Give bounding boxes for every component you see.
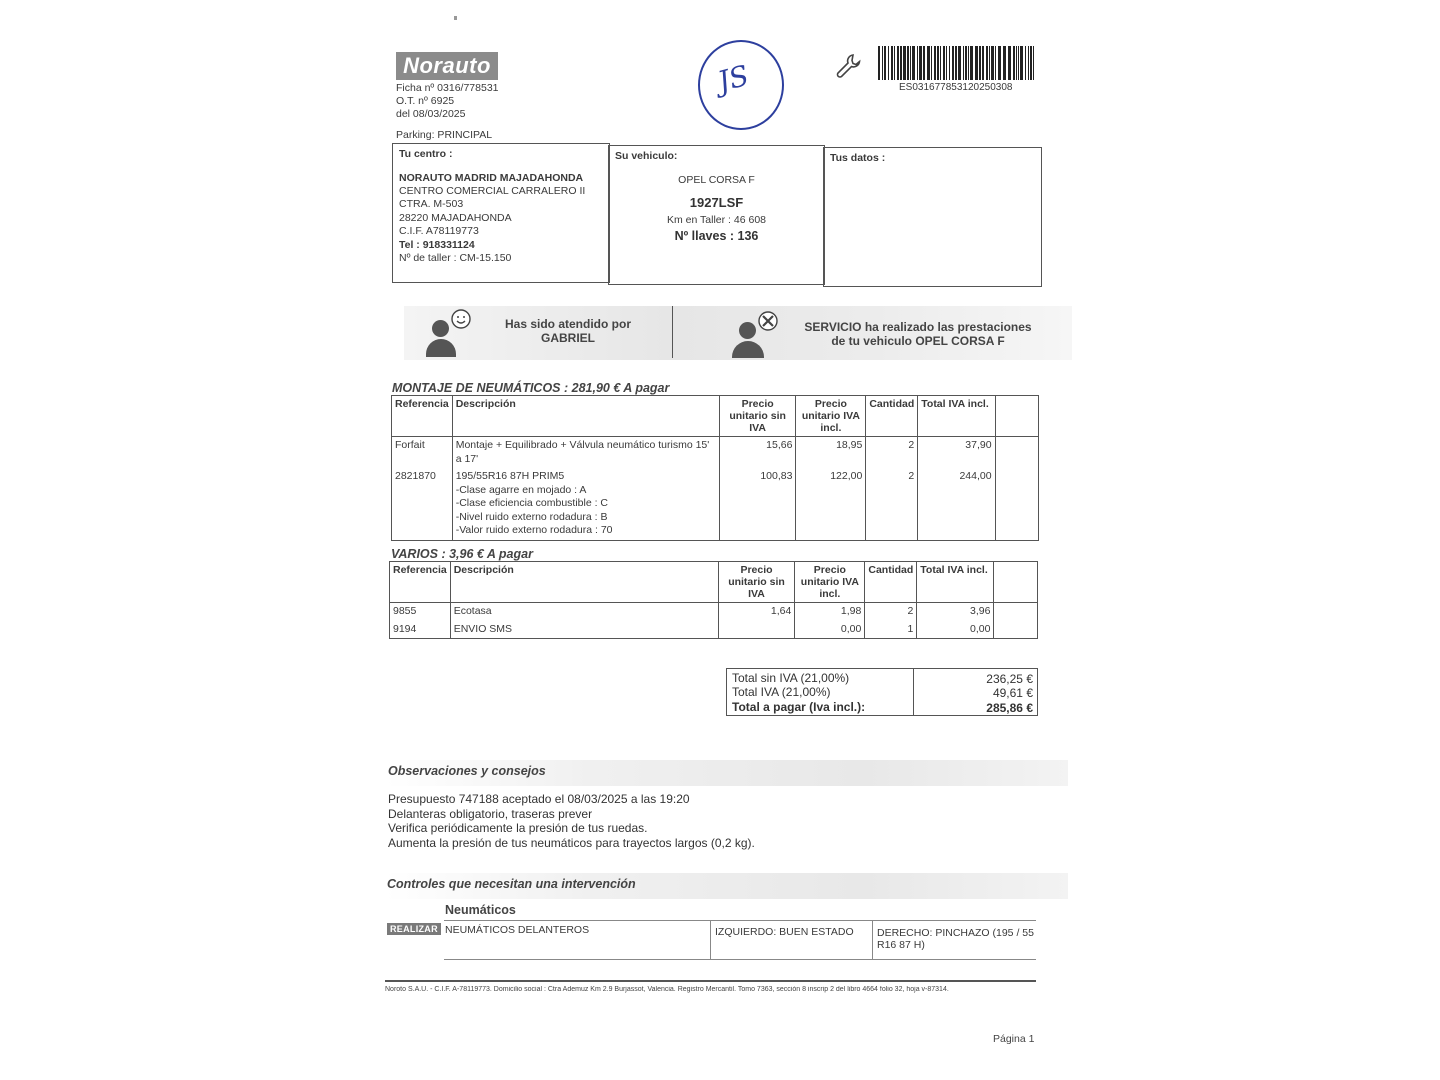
barcode-bar <box>919 46 922 80</box>
advisor-line1: Has sido atendido por <box>504 317 631 331</box>
service-line2: de tu vehiculo OPEL CORSA F <box>831 334 1005 348</box>
col-total: Total IVA incl. <box>918 396 995 437</box>
document-date: del 08/03/2025 <box>396 108 466 120</box>
ot-number: O.T. nº 6925 <box>396 95 455 107</box>
barcode-bar <box>975 46 978 80</box>
barcode <box>878 46 1038 80</box>
totals-box <box>726 668 1038 716</box>
barcode-bar <box>1013 46 1015 80</box>
service-line1: SERVICIO ha realizado las prestaciones <box>804 320 1032 334</box>
cell-empty <box>994 603 1038 621</box>
cell-total: 3,96 <box>917 603 994 621</box>
cell-total: 37,90 <box>918 437 995 469</box>
controles-subtitle: Neumáticos <box>445 903 516 917</box>
tools-icon <box>757 310 779 332</box>
barcode-bar <box>937 46 939 80</box>
description-line: -Valor ruido externo rodadura : 70 <box>455 524 613 536</box>
montaje-header-row <box>392 396 1039 437</box>
barcode-bar <box>965 46 967 80</box>
footer-rule <box>385 980 1036 982</box>
barcode-bar <box>927 46 930 80</box>
barcode-bar <box>949 46 950 80</box>
barcode-bar <box>1016 46 1017 80</box>
col-precio-con-iva: Precio unitario IVA incl. <box>796 396 866 437</box>
barcode-bar <box>1025 46 1026 80</box>
barcode-bar <box>1033 46 1034 80</box>
barcode-bar <box>910 46 911 80</box>
banner-divider <box>672 306 673 358</box>
controles-item: NEUMÁTICOS DELANTEROS <box>445 924 590 936</box>
barcode-bar <box>968 46 969 80</box>
controles-bottom-rule <box>444 959 1036 960</box>
footer-legal: Noroto S.A.U. - C.I.F. A-78119773. Domicilio social : Ctra Ademuz Km 2.9 Burjassot, Valencia. Registro Mercantil. Tomo 7363, sección 8 inscrip 2 del libro 4664 folio 32, hoja v-87314. <box>385 986 949 993</box>
barcode-bar <box>946 46 947 80</box>
barcode-bar <box>1030 46 1032 80</box>
cell-cantidad: 1 <box>865 621 917 639</box>
centro-address-line3: 28220 MAJADAHONDA <box>399 212 512 224</box>
description-line: ENVIO SMS <box>453 622 513 635</box>
cell-referencia: 9855 <box>390 603 451 621</box>
description-line: Ecotasa <box>453 605 492 617</box>
page-number: Página 1 <box>993 1033 1035 1045</box>
description-line: -Nivel ruido externo rodadura : B <box>455 510 608 523</box>
centro-name: NORAUTO MADRID MAJADAHONDA <box>399 172 584 184</box>
handwritten-circle-mark <box>698 40 784 130</box>
barcode-bar <box>912 46 915 80</box>
controles-top-rule <box>444 920 1036 921</box>
barcode-bar <box>958 46 961 80</box>
cell-referencia: 9194 <box>390 621 451 639</box>
barcode-bar <box>884 46 886 80</box>
total-sin-iva-value: 236,25 € <box>986 672 1033 686</box>
barcode-bar <box>991 46 994 80</box>
cell-cantidad: 2 <box>866 468 918 540</box>
barcode-bar <box>963 46 964 80</box>
vehiculo-km: Km en Taller : 46 608 <box>666 214 767 226</box>
barcode-bar <box>903 46 906 80</box>
col-total: Total IVA incl. <box>917 562 994 603</box>
mechanic-person-icon <box>730 310 782 358</box>
barcode-bar <box>897 46 899 80</box>
datos-title: Tus datos : <box>830 152 886 164</box>
barcode-bar <box>894 46 895 80</box>
service-text <box>800 320 1036 348</box>
total-pagar-label: Total a pagar (Iva incl.): <box>732 700 866 714</box>
cell-precio-sin-iva: 15,66 <box>719 437 796 469</box>
smiley-icon <box>450 308 472 330</box>
controles-right-state-line2: R16 87 H) <box>877 939 925 951</box>
cell-referencia: Forfait <box>392 437 453 469</box>
vehiculo-keys: Nº llaves : 136 <box>674 229 759 243</box>
barcode-bar <box>934 46 936 80</box>
col-precio-sin-iva: Precio unitario sin IVA <box>718 562 795 603</box>
barcode-bar <box>1018 46 1019 80</box>
description-line: Montaje + Equilibrado + Válvula neumático turismo 15' a 17' <box>455 439 710 465</box>
barcode-bar <box>900 46 902 80</box>
barcode-bar <box>917 46 918 80</box>
table-row <box>392 437 1039 469</box>
col-precio-con-iva: Precio unitario IVA incl. <box>795 562 865 603</box>
barcode-number: ES03167785312025030​8 <box>899 82 1013 93</box>
cell-descripcion <box>452 437 719 469</box>
total-pagar-value: 285,86 € <box>986 701 1033 715</box>
controles-left-state: IZQUIERDO: BUEN ESTADO <box>715 926 854 938</box>
barcode-bar <box>888 46 889 80</box>
montaje-title: MONTAJE DE NEUMÁTICOS : 281,90 € A pagar <box>392 381 670 395</box>
varios-title: VARIOS : 3,96 € A pagar <box>391 547 533 561</box>
observaciones-text <box>388 792 755 850</box>
barcode-bar <box>878 46 880 80</box>
barcode-bar <box>1003 46 1006 80</box>
barcode-bar <box>952 46 954 80</box>
cell-precio-sin-iva <box>718 621 795 639</box>
barcode-bars <box>878 46 1038 80</box>
description-line: -Clase agarre en mojado : A <box>455 483 587 496</box>
vehiculo-model: OPEL CORSA F <box>678 174 755 186</box>
wrench-icon <box>834 52 862 80</box>
montaje-table <box>391 395 1039 541</box>
table-row <box>390 621 1038 639</box>
cell-descripcion <box>450 621 718 639</box>
barcode-bar <box>986 46 988 80</box>
col-cantidad: Cantidad <box>866 396 918 437</box>
centro-taller-number: Nº de taller : CM-15.150 <box>399 252 512 264</box>
cell-total: 0,00 <box>917 621 994 639</box>
total-iva-value: 49,61 € <box>992 686 1033 700</box>
col-descripcion: Descripción <box>452 396 719 437</box>
col-empty <box>994 562 1038 603</box>
col-referencia: Referencia <box>390 562 451 603</box>
barcode-bar <box>891 46 893 80</box>
vehiculo-title: Su vehiculo: <box>615 150 678 162</box>
cell-precio-con-iva: 122,00 <box>796 468 866 540</box>
cell-empty <box>994 621 1038 639</box>
realizar-badge: REALIZAR <box>387 923 441 935</box>
cell-descripcion <box>450 603 718 621</box>
total-sin-iva-label: Total sin IVA (21,00%) <box>732 671 850 685</box>
table-row <box>392 468 1039 540</box>
centro-title: Tu centro : <box>399 148 453 160</box>
scan-speck <box>454 16 457 20</box>
description-line: -Clase eficiencia combustible : C <box>455 497 609 509</box>
observacion-line: Verifica periódicamente la presión de tus ruedas. <box>388 821 648 835</box>
cell-precio-con-iva: 1,98 <box>795 603 865 621</box>
parking-label: Parking: PRINCIPAL <box>396 129 493 141</box>
barcode-bar <box>979 46 981 80</box>
vehiculo-plate: 1927LSF <box>689 195 744 210</box>
barcode-bar <box>923 46 925 80</box>
centro-box <box>392 143 610 283</box>
barcode-bar <box>998 46 1001 80</box>
controles-title: Controles que necesitan una intervención <box>387 877 636 891</box>
cell-referencia: 2821870 <box>392 468 453 540</box>
col-cantidad: Cantidad <box>865 562 917 603</box>
barcode-bar <box>1028 46 1029 80</box>
cell-precio-con-iva: 0,00 <box>795 621 865 639</box>
barcode-bar <box>1020 46 1023 80</box>
centro-phone: Tel : 918331124 <box>399 239 475 251</box>
cell-precio-sin-iva: 1,64 <box>718 603 795 621</box>
col-referencia: Referencia <box>392 396 453 437</box>
barcode-bar <box>982 46 984 80</box>
barcode-bar <box>989 46 990 80</box>
varios-table <box>389 561 1038 639</box>
datos-box <box>823 147 1042 287</box>
observaciones-title: Observaciones y consejos <box>388 764 546 778</box>
centro-address-line2: CTRA. M-503 <box>399 198 464 210</box>
description-line: 195/55R16 87H PRIM5 <box>455 470 565 482</box>
controles-right-state-line1: DERECHO: PINCHAZO (195 / 55 <box>877 927 1034 939</box>
barcode-bar <box>907 46 909 80</box>
barcode-bar <box>1008 46 1011 80</box>
barcode-bar <box>943 46 945 80</box>
cell-total: 244,00 <box>918 468 995 540</box>
barcode-bar <box>955 46 957 80</box>
advisor-person-icon <box>424 310 474 358</box>
col-precio-sin-iva: Precio unitario sin IVA <box>719 396 796 437</box>
table-row <box>390 603 1038 621</box>
centro-cif: C.I.F. A78119773 <box>399 225 479 237</box>
cell-cantidad: 2 <box>866 437 918 469</box>
advisor-name: GABRIEL <box>541 331 595 345</box>
varios-header-row <box>390 562 1038 603</box>
cell-precio-con-iva: 18,95 <box>796 437 866 469</box>
cell-precio-sin-iva: 100,83 <box>719 468 796 540</box>
barcode-bar <box>970 46 973 80</box>
observacion-line: Presupuesto 747188 aceptado el 08/03/2025 a las 19:20 <box>388 792 690 806</box>
cell-descripcion <box>452 468 719 540</box>
barcode-bar <box>995 46 996 80</box>
advisor-text <box>498 317 638 345</box>
cell-cantidad: 2 <box>865 603 917 621</box>
norauto-logo: Norauto <box>396 52 498 80</box>
vehiculo-box <box>608 145 825 285</box>
cell-empty <box>995 437 1038 469</box>
col-empty <box>995 396 1038 437</box>
handwritten-initials: JS <box>714 58 753 99</box>
observacion-line: Aumenta la presión de tus neumáticos para trayectos largos (0,2 kg). <box>388 835 755 850</box>
ficha-number: Ficha nº 0316/778531 <box>396 82 499 94</box>
barcode-bar <box>931 46 932 80</box>
observacion-line: Delanteras obligatorio, traseras prever <box>388 806 593 821</box>
centro-address-line1: CENTRO COMERCIAL CARRALERO II <box>399 185 586 197</box>
barcode-bar <box>940 46 941 80</box>
col-descripcion: Descripción <box>450 562 718 603</box>
cell-empty <box>995 468 1038 540</box>
total-iva-label: Total IVA (21,00%) <box>732 685 831 699</box>
barcode-bar <box>882 46 883 80</box>
